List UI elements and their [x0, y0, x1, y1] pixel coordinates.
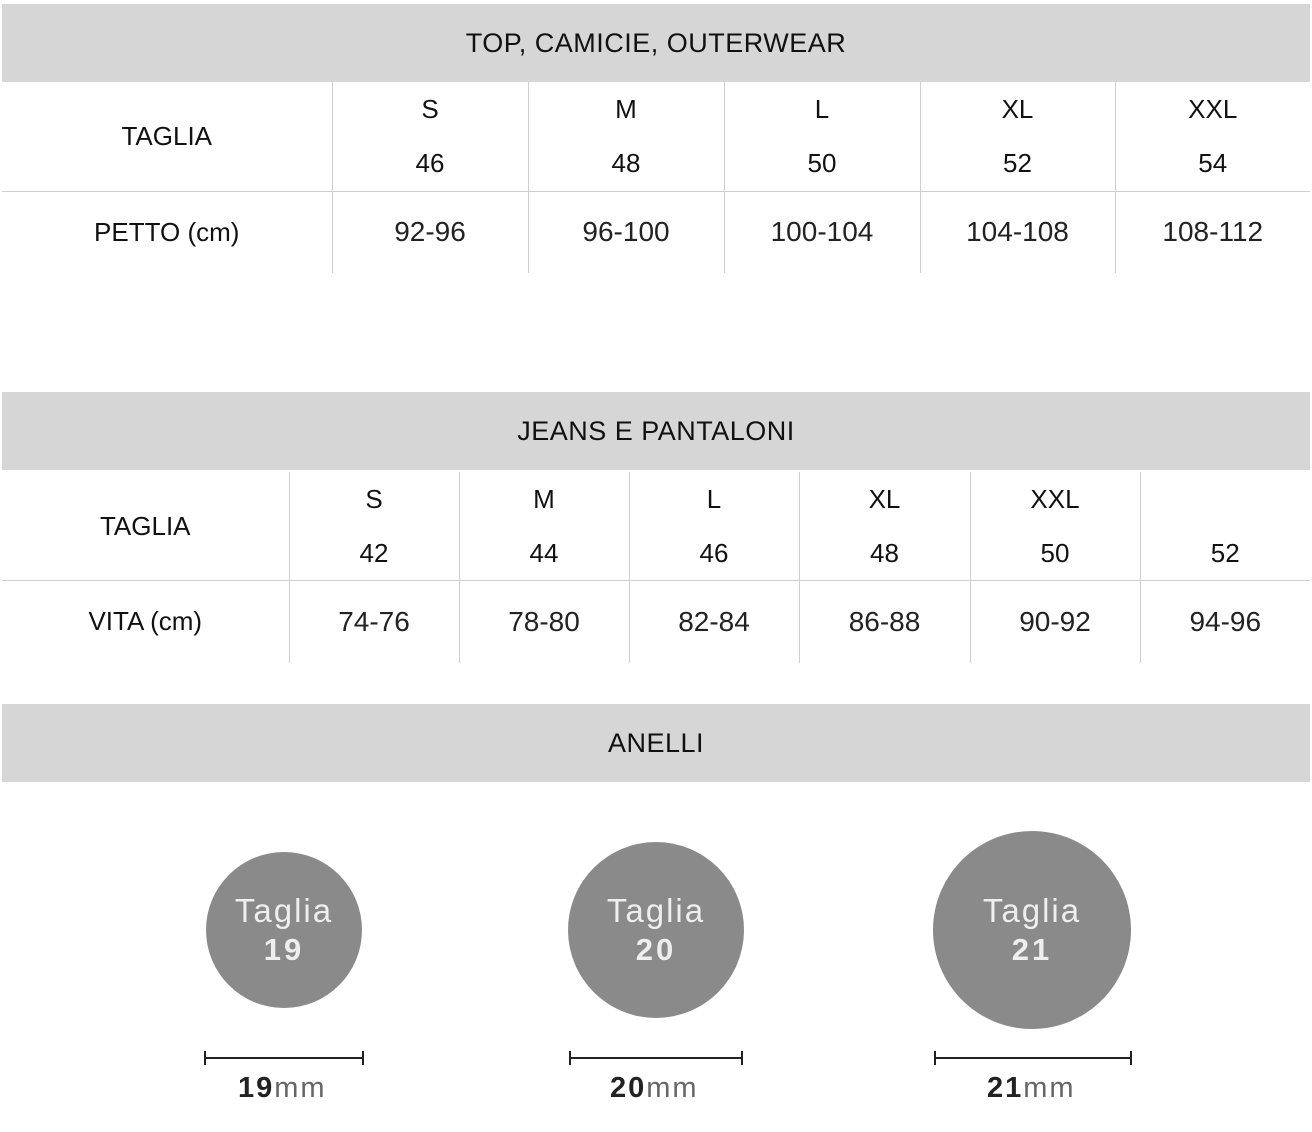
ring-label: Taglia	[982, 892, 1082, 929]
size-col-s: S 46	[332, 82, 528, 191]
section-header-jeans: JEANS E PANTALONI	[2, 392, 1310, 470]
size-col-l: L 50	[724, 82, 920, 191]
ring-mm-20: 20mm	[610, 1072, 699, 1104]
ring-circle-icon	[206, 852, 362, 1008]
measure-value: 96-100	[528, 191, 724, 273]
measure-value: 78-80	[459, 581, 629, 663]
ring-scale-20	[569, 1051, 743, 1065]
size-col-m: M 48	[528, 82, 724, 191]
size-label: TAGLIA	[2, 82, 332, 191]
measure-label: PETTO (cm)	[94, 216, 240, 247]
ring-size-21	[933, 831, 1131, 1029]
ring-circle-icon	[933, 831, 1131, 1029]
ring-label: Taglia	[606, 892, 706, 929]
ring-mm-21: 21mm	[987, 1072, 1076, 1104]
ring-number: 20	[635, 932, 677, 967]
size-col-xxl: XXL 54	[1115, 82, 1310, 191]
size-col-s: S 42	[289, 472, 459, 581]
measure-value: 92-96	[332, 191, 528, 273]
ring-size-19	[206, 852, 362, 1008]
size-col-l: L 46	[629, 472, 799, 581]
ring-size-20	[568, 842, 744, 1018]
measure-value: 82-84	[629, 581, 799, 663]
size-col-xxl: XXL 50	[970, 472, 1140, 581]
measure-value: 86-88	[799, 581, 970, 663]
size-col-xl: XL 48	[799, 472, 970, 581]
ring-number: 21	[1011, 932, 1053, 967]
measure-label: VITA (cm)	[88, 606, 203, 637]
size-label: TAGLIA	[2, 472, 289, 581]
measure-value: 94-96	[1140, 581, 1310, 663]
ring-label: Taglia	[234, 892, 334, 929]
ring-scale-21	[934, 1051, 1132, 1065]
ring-circle-icon	[568, 842, 744, 1018]
ring-mm-19: 19mm	[238, 1072, 327, 1104]
size-col-m: M 44	[459, 472, 629, 581]
size-col-xl: XL 52	[920, 82, 1115, 191]
section-header-rings: ANELLI	[2, 704, 1310, 782]
measure-value: 104-108	[920, 191, 1115, 273]
measure-value: 100-104	[724, 191, 920, 273]
ring-number: 19	[263, 932, 305, 967]
size-col-extra: 52	[1140, 472, 1310, 581]
size-table-tops	[2, 82, 1310, 273]
measure-value: 74-76	[289, 581, 459, 663]
measure-value: 108-112	[1115, 191, 1310, 273]
ring-scale-19	[204, 1051, 364, 1065]
measure-value: 90-92	[970, 581, 1140, 663]
size-table-jeans	[2, 472, 1310, 663]
section-header-tops: TOP, CAMICIE, OUTERWEAR	[2, 4, 1310, 82]
